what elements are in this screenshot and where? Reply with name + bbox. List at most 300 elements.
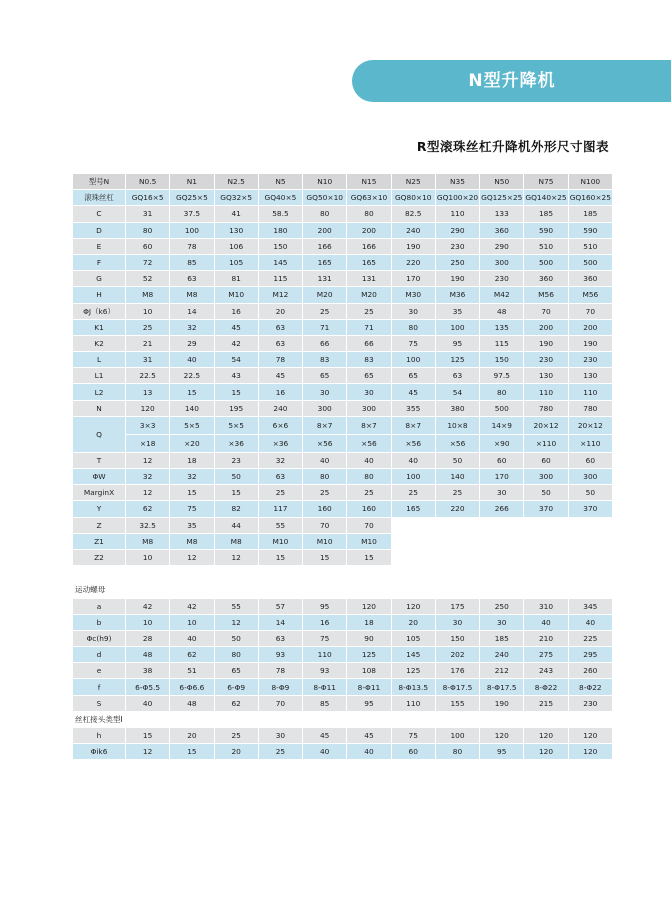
table-cell: 120 <box>524 744 568 760</box>
table-cell: 40 <box>568 614 612 630</box>
table-cell: GQ32×5 <box>214 190 258 206</box>
table-cell: 110 <box>524 384 568 400</box>
header-label: 型号N <box>73 174 126 190</box>
table-cell: 63 <box>258 469 302 485</box>
table-cell: 50 <box>214 630 258 646</box>
table-cell: 14 <box>170 303 214 319</box>
table-cell: 6×6 <box>258 416 302 434</box>
table-cell: GQ25×5 <box>170 190 214 206</box>
table-cell: 40 <box>524 614 568 630</box>
table-cell: 195 <box>214 400 258 416</box>
table-cell: 117 <box>258 501 302 517</box>
table-cell: M8 <box>214 533 258 549</box>
table-cell: 50 <box>214 469 258 485</box>
table-cell: 45 <box>391 384 435 400</box>
table-cell: 120 <box>524 728 568 744</box>
table-cell: 160 <box>347 501 391 517</box>
column-header: N75 <box>524 174 568 190</box>
table-cell: 40 <box>303 452 347 468</box>
table-cell: 8-Φ22 <box>524 679 568 695</box>
table-row <box>73 238 613 254</box>
table-cell: 62 <box>170 647 214 663</box>
table-cell: 75 <box>391 728 435 744</box>
table-cell: GQ125×25 <box>480 190 524 206</box>
table-cell: 45 <box>347 728 391 744</box>
table-cell: 75 <box>303 630 347 646</box>
table-cell: 8-Φ9 <box>258 679 302 695</box>
row-label: S <box>73 695 126 711</box>
table-cell: 63 <box>435 368 479 384</box>
table-cell: 70 <box>568 303 612 319</box>
section-heading: 丝杠接头类型Ⅰ <box>73 711 613 727</box>
table-cell: M12 <box>258 287 302 303</box>
table-cell: 20×12 <box>568 416 612 434</box>
table-cell: 230 <box>480 271 524 287</box>
table-cell: 130 <box>214 222 258 238</box>
table-cell: 300 <box>524 469 568 485</box>
table-cell: 300 <box>568 469 612 485</box>
table-cell: 250 <box>435 254 479 270</box>
row-label: L1 <box>73 368 126 384</box>
table-cell: M10 <box>258 533 302 549</box>
table-cell: M42 <box>480 287 524 303</box>
table-cell: 185 <box>480 630 524 646</box>
table-cell: 10 <box>170 614 214 630</box>
table-cell: 29 <box>170 335 214 351</box>
table-cell: 44 <box>214 517 258 533</box>
table-cell: M10 <box>347 533 391 549</box>
table-cell: 32 <box>126 469 170 485</box>
table-cell: 81 <box>214 271 258 287</box>
table-cell: 12 <box>126 485 170 501</box>
table-cell: 57 <box>258 598 302 614</box>
table-cell: 131 <box>303 271 347 287</box>
table-cell: ×56 <box>391 434 435 452</box>
table-cell: 54 <box>214 352 258 368</box>
row-label: ΦJ（k6） <box>73 303 126 319</box>
table-cell: 10 <box>126 303 170 319</box>
table-cell: 45 <box>258 368 302 384</box>
table-cell: 360 <box>480 222 524 238</box>
table-cell: 190 <box>480 695 524 711</box>
table-cell: 380 <box>435 400 479 416</box>
table-row <box>73 614 613 630</box>
spec-table <box>72 173 613 760</box>
table-cell: 215 <box>524 695 568 711</box>
section-heading: 运动螺母 <box>73 582 613 598</box>
table-cell: 110 <box>391 695 435 711</box>
table-cell: 80 <box>214 647 258 663</box>
table-cell: 165 <box>303 254 347 270</box>
banner-title: N型升降机 <box>468 71 556 91</box>
table-cell: 16 <box>258 384 302 400</box>
table-cell: 80 <box>347 206 391 222</box>
table-cell: 240 <box>258 400 302 416</box>
table-cell: 60 <box>391 744 435 760</box>
table-row <box>73 416 613 434</box>
table-cell: 15 <box>214 485 258 501</box>
table-cell: 8×7 <box>391 416 435 434</box>
table-cell: ×56 <box>347 434 391 452</box>
table-cell: 83 <box>347 352 391 368</box>
table-cell: ×20 <box>170 434 214 452</box>
spacer-row <box>73 566 613 582</box>
table-cell: M8 <box>170 287 214 303</box>
table-row <box>73 728 613 744</box>
table-cell: 31 <box>126 206 170 222</box>
table-cell: 10 <box>126 549 170 565</box>
table-cell: 90 <box>347 630 391 646</box>
table-cell-spacer <box>126 566 170 582</box>
table-cell: 42 <box>126 598 170 614</box>
table-row <box>73 501 613 517</box>
table-cell: 120 <box>568 728 612 744</box>
table-cell: 85 <box>303 695 347 711</box>
table-cell: 62 <box>214 695 258 711</box>
table-cell: 3×3 <box>126 416 170 434</box>
table-cell: 12 <box>170 549 214 565</box>
table-cell: 28 <box>126 630 170 646</box>
table-cell: 15 <box>170 744 214 760</box>
column-header: N0.5 <box>126 174 170 190</box>
row-label: 滚珠丝杠 <box>73 190 126 206</box>
table-cell: 120 <box>568 744 612 760</box>
table-cell: 63 <box>258 630 302 646</box>
table-cell: 14×9 <box>480 416 524 434</box>
table-cell: 42 <box>214 335 258 351</box>
table-cell <box>568 533 612 549</box>
table-row <box>73 335 613 351</box>
table-cell: 165 <box>347 254 391 270</box>
table-cell: M56 <box>524 287 568 303</box>
row-label: N <box>73 400 126 416</box>
table-cell: 40 <box>303 744 347 760</box>
table-cell <box>568 549 612 565</box>
table-cell: 20 <box>170 728 214 744</box>
table-cell: 500 <box>524 254 568 270</box>
table-row <box>73 368 613 384</box>
table-cell: 133 <box>480 206 524 222</box>
table-cell: 115 <box>258 271 302 287</box>
table-cell: 500 <box>480 400 524 416</box>
table-cell: 100 <box>170 222 214 238</box>
table-row <box>73 206 613 222</box>
table-cell: 38 <box>126 663 170 679</box>
table-cell: 166 <box>303 238 347 254</box>
table-cell: 70 <box>258 695 302 711</box>
table-cell: 80 <box>480 384 524 400</box>
table-cell: 30 <box>480 485 524 501</box>
row-label: a <box>73 598 126 614</box>
table-row <box>73 254 613 270</box>
table-cell: 250 <box>480 598 524 614</box>
table-cell: 175 <box>435 598 479 614</box>
table-cell <box>480 549 524 565</box>
table-row <box>73 517 613 533</box>
table-cell <box>435 533 479 549</box>
table-cell: 176 <box>435 663 479 679</box>
table-cell: 16 <box>214 303 258 319</box>
row-label: d <box>73 647 126 663</box>
table-cell: 120 <box>347 598 391 614</box>
table-cell: 15 <box>214 384 258 400</box>
table-cell: 65 <box>303 368 347 384</box>
table-cell: 100 <box>435 728 479 744</box>
table-cell: 370 <box>524 501 568 517</box>
column-header: N50 <box>480 174 524 190</box>
row-label: H <box>73 287 126 303</box>
table-cell: 230 <box>524 352 568 368</box>
table-cell: 30 <box>303 384 347 400</box>
table-cell: 25 <box>435 485 479 501</box>
table-cell: 185 <box>524 206 568 222</box>
table-cell: 20×12 <box>524 416 568 434</box>
table-cell: 63 <box>258 335 302 351</box>
table-cell: 290 <box>435 222 479 238</box>
table-cell: 510 <box>524 238 568 254</box>
column-header: N10 <box>303 174 347 190</box>
table-cell: 130 <box>568 368 612 384</box>
table-cell: 78 <box>170 238 214 254</box>
table-cell: 95 <box>303 598 347 614</box>
column-header: N2.5 <box>214 174 258 190</box>
table-cell: 100 <box>391 352 435 368</box>
table-cell: 110 <box>568 384 612 400</box>
table-cell: 21 <box>126 335 170 351</box>
table-cell: 95 <box>347 695 391 711</box>
table-cell: GQ80×10 <box>391 190 435 206</box>
table-cell: 780 <box>524 400 568 416</box>
row-label: MarginX <box>73 485 126 501</box>
table-cell: 65 <box>391 368 435 384</box>
table-row <box>73 647 613 663</box>
table-cell: 125 <box>435 352 479 368</box>
table-cell: 40 <box>347 452 391 468</box>
table-cell: GQ63×10 <box>347 190 391 206</box>
table-cell: 300 <box>303 400 347 416</box>
table-cell: 170 <box>480 469 524 485</box>
table-cell: 75 <box>170 501 214 517</box>
table-cell: GQ100×20 <box>435 190 479 206</box>
table-cell: 30 <box>347 384 391 400</box>
table-cell: 75 <box>391 335 435 351</box>
table-cell: 22.5 <box>170 368 214 384</box>
table-cell: 20 <box>391 614 435 630</box>
table-cell-spacer <box>347 566 391 582</box>
table-cell <box>524 517 568 533</box>
table-row <box>73 190 613 206</box>
table-cell: ×36 <box>258 434 302 452</box>
table-cell: 108 <box>347 663 391 679</box>
table-cell: M8 <box>126 287 170 303</box>
table-cell: 5×5 <box>170 416 214 434</box>
table-cell: 20 <box>258 303 302 319</box>
table-cell: 225 <box>568 630 612 646</box>
table-cell <box>435 549 479 565</box>
table-cell: 31 <box>126 352 170 368</box>
table-cell <box>480 533 524 549</box>
table-cell: 8-Φ11 <box>303 679 347 695</box>
row-label: K1 <box>73 319 126 335</box>
table-cell: 63 <box>170 271 214 287</box>
table-row <box>73 452 613 468</box>
table-cell: 105 <box>391 630 435 646</box>
table-cell: ×110 <box>524 434 568 452</box>
table-cell: ×90 <box>480 434 524 452</box>
table-cell: 230 <box>568 695 612 711</box>
table-cell: M8 <box>170 533 214 549</box>
table-cell: 12 <box>126 744 170 760</box>
table-cell: 240 <box>391 222 435 238</box>
table-cell: 52 <box>126 271 170 287</box>
table-cell: 40 <box>170 352 214 368</box>
table-cell: 63 <box>258 319 302 335</box>
row-label: f <box>73 679 126 695</box>
table-cell: 42 <box>170 598 214 614</box>
table-cell <box>391 549 435 565</box>
row-label: Z <box>73 517 126 533</box>
table-row <box>73 663 613 679</box>
table-row <box>73 469 613 485</box>
table-cell: 275 <box>524 647 568 663</box>
table-cell: M8 <box>126 533 170 549</box>
table-cell: 50 <box>568 485 612 501</box>
table-cell: 6-Φ6.6 <box>170 679 214 695</box>
table-cell: 230 <box>435 238 479 254</box>
table-cell-spacer <box>568 566 612 582</box>
table-cell: 166 <box>347 238 391 254</box>
table-cell: 50 <box>524 485 568 501</box>
table-cell: 120 <box>391 598 435 614</box>
table-cell: 25 <box>126 319 170 335</box>
table-cell: GQ16×5 <box>126 190 170 206</box>
table-cell: 70 <box>347 517 391 533</box>
table-cell: 40 <box>391 452 435 468</box>
table-cell: 100 <box>435 319 479 335</box>
table-cell: M56 <box>568 287 612 303</box>
table-cell: 16 <box>303 614 347 630</box>
table-cell: 30 <box>435 614 479 630</box>
table-cell: 30 <box>258 728 302 744</box>
table-cell: 66 <box>347 335 391 351</box>
table-row <box>73 384 613 400</box>
table-cell: 78 <box>258 352 302 368</box>
table-cell: GQ40×5 <box>258 190 302 206</box>
table-cell: 85 <box>170 254 214 270</box>
table-cell <box>435 517 479 533</box>
table-cell: 243 <box>524 663 568 679</box>
table-cell: 45 <box>214 319 258 335</box>
table-cell: 345 <box>568 598 612 614</box>
table-cell: 60 <box>524 452 568 468</box>
table-cell: 10 <box>126 614 170 630</box>
table-cell: M10 <box>303 533 347 549</box>
column-header: N25 <box>391 174 435 190</box>
table-cell: 12 <box>126 452 170 468</box>
table-cell: 6-Φ5.5 <box>126 679 170 695</box>
table-cell: 51 <box>170 663 214 679</box>
table-cell: 93 <box>258 647 302 663</box>
table-cell: ×110 <box>568 434 612 452</box>
table-cell: 14 <box>258 614 302 630</box>
table-cell: 135 <box>480 319 524 335</box>
table-cell: 212 <box>480 663 524 679</box>
table-cell: 54 <box>435 384 479 400</box>
table-cell: 40 <box>347 744 391 760</box>
table-cell: GQ140×25 <box>524 190 568 206</box>
table-cell <box>568 517 612 533</box>
table-cell: 590 <box>524 222 568 238</box>
table-cell: 145 <box>391 647 435 663</box>
table-cell: 8-Φ13.5 <box>391 679 435 695</box>
table-cell: 32 <box>258 452 302 468</box>
table-cell: 71 <box>303 319 347 335</box>
table-cell: 12 <box>214 549 258 565</box>
table-row <box>73 598 613 614</box>
table-cell: 15 <box>126 728 170 744</box>
table-cell: 25 <box>214 728 258 744</box>
column-header: N1 <box>170 174 214 190</box>
table-cell: ×56 <box>435 434 479 452</box>
table-row <box>73 679 613 695</box>
table-cell: 48 <box>170 695 214 711</box>
table-cell: 62 <box>126 501 170 517</box>
table-cell: ×36 <box>214 434 258 452</box>
table-cell: 25 <box>391 485 435 501</box>
table-cell: 310 <box>524 598 568 614</box>
table-row <box>73 485 613 501</box>
table-row <box>73 271 613 287</box>
table-cell: 180 <box>258 222 302 238</box>
table-cell: 35 <box>435 303 479 319</box>
table-row <box>73 400 613 416</box>
table-cell: 20 <box>214 744 258 760</box>
table-cell: 82 <box>214 501 258 517</box>
table-cell: 131 <box>347 271 391 287</box>
table-cell: 25 <box>303 303 347 319</box>
table-cell: 200 <box>568 319 612 335</box>
table-cell: 220 <box>391 254 435 270</box>
table-row <box>73 319 613 335</box>
table-cell: 35 <box>170 517 214 533</box>
row-label: Z2 <box>73 549 126 565</box>
table-cell: 48 <box>126 647 170 663</box>
table-cell: 190 <box>524 335 568 351</box>
table-cell: 65 <box>347 368 391 384</box>
table-cell: M20 <box>347 287 391 303</box>
table-cell: 80 <box>391 319 435 335</box>
table-cell: 155 <box>435 695 479 711</box>
table-cell: 25 <box>258 485 302 501</box>
table-cell: 125 <box>391 663 435 679</box>
table-cell: 32 <box>170 469 214 485</box>
table-cell: 80 <box>347 469 391 485</box>
column-header: N100 <box>568 174 612 190</box>
table-cell: 240 <box>480 647 524 663</box>
table-cell: 60 <box>568 452 612 468</box>
row-label: Φik6 <box>73 744 126 760</box>
column-header: N35 <box>435 174 479 190</box>
table-cell: 300 <box>480 254 524 270</box>
table-cell: 200 <box>524 319 568 335</box>
table-cell: 165 <box>391 501 435 517</box>
table-cell: 15 <box>170 485 214 501</box>
table-cell: 25 <box>258 744 302 760</box>
table-cell: 25 <box>347 303 391 319</box>
row-label: L <box>73 352 126 368</box>
table-cell: 120 <box>126 400 170 416</box>
table-row <box>73 303 613 319</box>
